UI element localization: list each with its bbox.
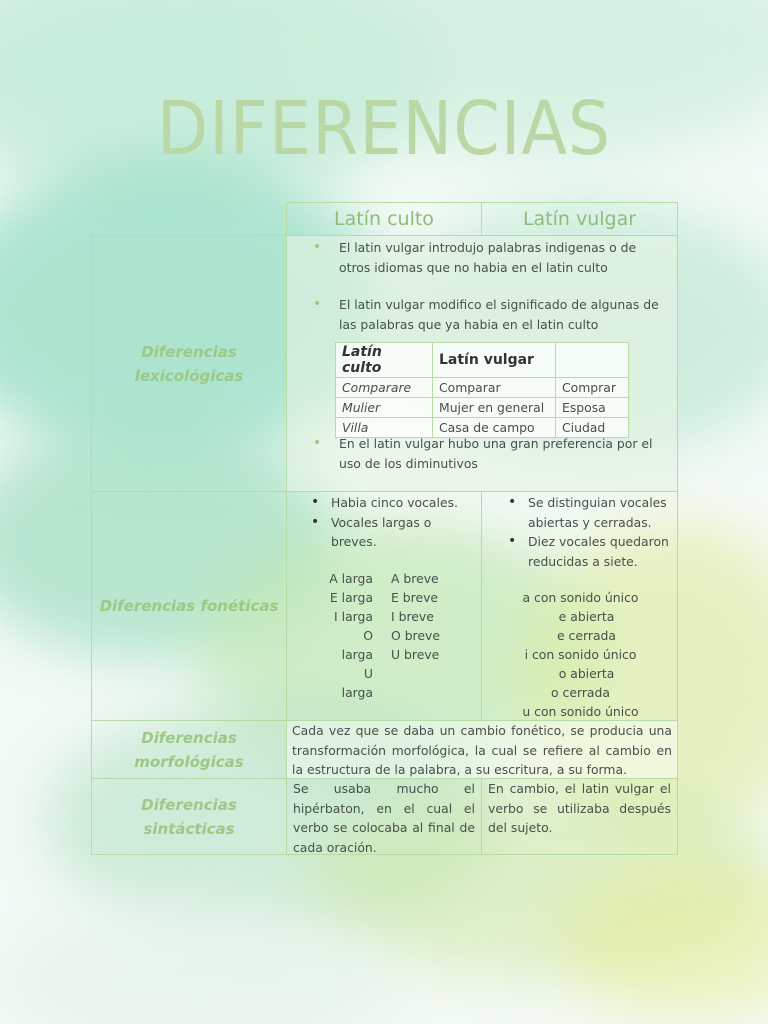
fonetico-culto-bullet: • Habia cinco vocales. <box>307 493 477 513</box>
vowel-short: A breve <box>391 571 439 586</box>
vowel-short: O breve <box>391 628 440 643</box>
vowel-vulgar: a con sonido único <box>522 590 639 605</box>
page-title: DIFERENCIAS <box>156 86 612 172</box>
header-latin-culto: Latín culto <box>286 202 482 236</box>
vowel-short: E breve <box>391 590 439 605</box>
fonetico-vulgar <box>481 491 678 721</box>
lexico-word-table <box>335 342 629 438</box>
lexico-content <box>286 235 678 492</box>
label-foneticas: Diferencias fonéticas <box>91 491 287 721</box>
vowel-long: I larga <box>334 609 373 624</box>
sintac-culto: Se usaba mucho el hipérbaton, en el cual el verbo se colocaba al final de cada oración. <box>286 778 482 855</box>
word-table-cell: Mulier <box>336 398 433 418</box>
word-table-cell: Comparar <box>433 378 556 398</box>
word-table-cell: Comparare <box>336 378 433 398</box>
word-table-cell: Ciudad <box>556 418 629 438</box>
word-table-cell: Mujer en general <box>433 398 556 418</box>
sintac-vulgar: En cambio, el latin vulgar el verbo se utilizaba después del sujeto. <box>481 778 678 855</box>
fonetico-culto <box>286 491 482 721</box>
vowel-vulgar: e abierta <box>558 609 615 624</box>
fonetico-vulgar-bullet: • Se distinguian vocales abiertas y cerradas. <box>504 493 674 532</box>
vowel-vulgar: o cerrada <box>551 685 610 700</box>
label-morfologicas: Diferencias morfológicas <box>91 720 287 779</box>
word-table-cell: Casa de campo <box>433 418 556 438</box>
word-table-cell: Esposa <box>556 398 629 418</box>
fonetico-vulgar-bullet: • Diez vocales quedaron reducidas a siete. <box>504 532 674 571</box>
word-table-cell: Villa <box>336 418 433 438</box>
morfo-content: Cada vez que se daba un cambio fonético, se producia una transformación morfológica, la cual se refiere al cambio en la estructura de la palabra, a su escritura, a su forma. <box>286 720 678 779</box>
vowel-vulgar: u con sonido único <box>522 704 639 719</box>
vowel-vulgar: i con sonido único <box>524 647 637 662</box>
fonetico-culto-bullet: • Vocales largas o breves. <box>307 513 441 552</box>
label-sintacticas: Diferencias sintácticas <box>91 778 287 855</box>
word-table-head: Latín culto <box>336 343 433 378</box>
word-table-head <box>556 343 629 378</box>
vowel-short: I breve <box>391 609 434 624</box>
word-table-head: Latín vulgar <box>433 343 556 378</box>
vowel-vulgar: o abierta <box>558 666 615 681</box>
header-latin-vulgar: Latín vulgar <box>481 202 678 236</box>
vowel-vulgar: e cerrada <box>556 628 617 643</box>
lexico-bullet: • En el latin vulgar hubo una gran preferencia por el uso de los diminutivos <box>287 434 669 473</box>
vowel-long: A larga <box>329 571 373 586</box>
lexico-bullet: • El latin vulgar modifico el significado de algunas de las palabras que ya habia en el latin culto <box>287 295 669 334</box>
vowel-long: E larga <box>329 590 373 605</box>
vowel-short: U breve <box>391 647 440 662</box>
word-table-cell: Comprar <box>556 378 629 398</box>
vowel-long: O larga <box>341 628 373 662</box>
lexico-bullet: • El latin vulgar introdujo palabras indigenas o de otros idiomas que no habia en el latin culto <box>287 238 669 277</box>
vowel-long: U larga <box>341 666 373 700</box>
label-lexicologicas: Diferencias lexicológicas <box>91 235 287 492</box>
